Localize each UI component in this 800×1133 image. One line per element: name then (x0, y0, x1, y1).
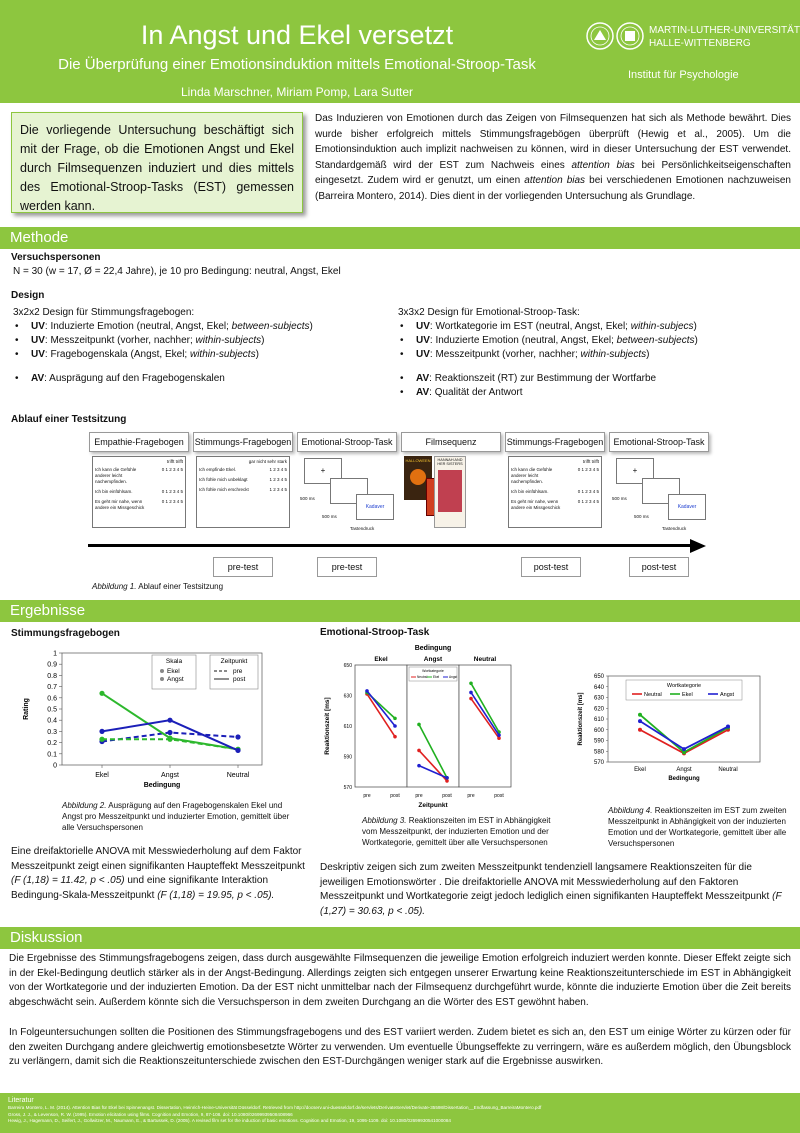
x-tick-label: Ekel (634, 767, 646, 773)
legend-label: Angst (720, 692, 735, 698)
legend-marker (160, 677, 164, 681)
y-tick-label: 0.6 (47, 695, 57, 703)
film-poster-hannah: HANNAH AND HER SISTERS (434, 456, 466, 528)
institute-name: Institut für Psychologie (628, 69, 739, 81)
data-point (167, 718, 172, 723)
panel-title: Ekel (374, 656, 388, 663)
x-axis-label: Bedingung (143, 782, 181, 789)
test-label: post-test (521, 557, 581, 577)
x-tick-label: pre (467, 793, 475, 799)
y-tick-label: 610 (343, 724, 352, 730)
y-tick-label: 0.9 (47, 661, 57, 669)
chart-stimmung (14, 645, 274, 797)
data-point (682, 747, 686, 751)
stroop-results-title: Emotional-Stroop-Task (320, 627, 430, 638)
x-tick-label: post (494, 793, 504, 799)
university-seal-icon (585, 21, 647, 51)
timeline-arrow-head-icon (690, 539, 706, 553)
data-point (393, 735, 397, 739)
y-tick-label: 590 (593, 738, 604, 745)
data-point (497, 733, 501, 737)
x-tick-label: Neutral (718, 767, 738, 773)
data-point (235, 734, 240, 739)
design-item: • AV: Reaktionszeit (RT) zur Bestimmung der Wortfarbe (398, 372, 793, 386)
diskussion-paragraph-1: Die Ergebnisse des Stimmungsfragebogens zeigen, dass durch ausgewählte Filmsequenzen die jeweilige Emotion erfolgreich induziert werden konnte. Dieser Effekt zeigte sich in der Ekel-Bedingung deutlich stärker als in der Angst-Bedingung. Allerdings zeigten sich entgegen unserer Erwartung keine Reaktionszeitunterschiede im EST in Abhängigkeit von der Wortkategorie und der induzierten Emotion. Da der EST nicht unmittelbar nach der Filmsequenz durchgeführt wurde, könnte die induzierte Emotion über die Zeit bereits abgeschwächt sein. Außerdem könnte sich die Versuchsperson in dem zweiten Durchgang an die Wörter des EST gewöhnt haben. (9, 953, 791, 1008)
x-tick-label: pre (363, 793, 371, 799)
y-tick-label: 0.3 (47, 728, 57, 736)
stimmung-questionnaire-thumb-pre: gar nicht sehr stark Ich empfinde Ekel. 1 2 3 4 5 Ich fühle mich unbeklagt 1 2 3 4 5 Ich fühle mich erschreckt 1 2 3 4 5 (196, 456, 290, 528)
y-tick-label: 1 (53, 650, 57, 658)
stimmung-questionnaire-thumb-post: trifft trifft Ich kann die Gefühle anderer leicht nachempfinden. 0 1 2 3 4 5 Ich bin einfühlsam. 0 1 2 3 4 5 Es geht mir nahe, wenn andere ein Missgeschick 0 1 2 3 4 5 (508, 456, 602, 528)
figure2-caption: Abbildung 2. Ausprägung auf den Fragebogenskalen Ekel und Angst pro Messzeitpunkt und induzierter Emotion, gemittelt über alle Versuchspersonen (62, 801, 290, 832)
data-point (417, 764, 421, 768)
x-tick-label: pre (415, 793, 423, 799)
test-label: post-test (629, 557, 689, 577)
legend-label: Ekel (433, 675, 440, 680)
test-label: pre-test (317, 557, 377, 577)
x-tick-label: Ekel (95, 772, 109, 779)
x-tick-label: post (442, 793, 452, 799)
y-tick-label: 0 (53, 762, 57, 770)
design-item: • UV: Induzierte Emotion (neutral, Angst, Ekel; between-subjects) (398, 334, 793, 348)
versuchspersonen-title: Versuchspersonen (11, 252, 101, 263)
university-name: MARTIN-LUTHER-UNIVERSITÄT HALLE-WITTENBERG (649, 25, 800, 49)
stimmung-result-text: Eine dreifaktorielle ANOVA mit Messwiederholung auf dem Faktor Messzeitpunkt zeigt einen signifikanten Haupteffekt Messzeitpunkt (F (1,18) = 11.42, p < .05) und eine signifikante Interaktion Bedingung-Skala-Messzeitpunkt (F (1,18) = 19.95, p < .05). (11, 846, 305, 901)
y-tick-label: 630 (593, 695, 604, 702)
data-point (417, 723, 421, 727)
design-right-list (398, 320, 793, 362)
y-tick-label: 620 (593, 706, 604, 713)
phase-stimmung-pre: Stimmungs-Fragebogen (193, 432, 293, 452)
y-axis-label: Reaktionszeit [ms] (324, 697, 331, 755)
reference-item: Hewig, J., Hagemann, D., Seifert, J., Gollwitzer, M., Naumann, E., & Bartussek, D. (2005). A revised film set for the induction of basic emotions. Cognition and Emotion, 19, 1095-1109. doi: 10.1080/02699930541000084 (8, 1118, 451, 1123)
legend-label: post (233, 676, 246, 683)
design-item: • UV: Fragebogenskala (Angst, Ekel; within-subjects) (13, 348, 393, 362)
header-banner (0, 0, 800, 103)
film-poster-halloween: HALLOWEEN (404, 456, 432, 500)
y-tick-label: 570 (593, 760, 604, 766)
phase-est-post: Emotional-Stroop-Task (609, 432, 709, 452)
poster-subtitle: Die Überprüfung einer Emotionsinduktion mittels Emotional-Stroop-Task (58, 56, 536, 73)
empathie-questionnaire-thumb: trifft trifft Ich kann die Gefühle anderer leicht nachempfinden. 0 1 2 3 4 5 Ich bin einfühlsam. 0 1 2 3 4 5 Es geht mir nahe, wenn andere ein Missgeschick 0 1 2 3 4 5 (92, 456, 186, 528)
y-tick-label: 590 (343, 754, 352, 761)
y-tick-label: 0.1 (47, 751, 57, 759)
chart-title: Bedingung (414, 645, 452, 652)
legend-label: Ekel (682, 692, 693, 698)
y-tick-label: 0.8 (47, 672, 57, 680)
x-tick-label: Angst (676, 767, 692, 773)
data-point (365, 689, 369, 693)
data-point (99, 729, 104, 734)
x-tick-label: Angst (161, 772, 179, 779)
timeline-arrow (88, 544, 694, 547)
data-point (469, 697, 473, 701)
design-item: • UV: Induzierte Emotion (neutral, Angst, Ekel; between-subjects) (13, 320, 393, 334)
stroop-result-text: Deskriptiv zeigen sich zum zweiten Messzeitpunkt tendenziell langsamere Reaktionszeiten für die jeweiligen Emotionswörter . Die dreifaktorielle ANOVA mit Messwiederholung auf den Faktoren Messzeitpunkt und Wortkategorie zeigt jedoch lediglich einen signifikanten Haupteffekt Messzeitpunkt (F (1,27) = 30.63, p < .05). (320, 862, 782, 917)
versuchspersonen-text: N = 30 (w = 17, Ø = 22,4 Jahre), je 10 pro Bedingung: neutral, Angst, Ekel (13, 266, 341, 277)
y-tick-label: 600 (593, 727, 604, 734)
data-point (469, 691, 473, 695)
data-point (167, 730, 172, 735)
data-point (445, 776, 449, 780)
design-right-title: 3x3x2 Design für Emotional-Stroop-Task: (398, 307, 580, 318)
x-axis-label: Bedingung (668, 776, 700, 782)
data-point (417, 749, 421, 753)
poster-title: In Angst und Ekel versetzt (140, 20, 454, 50)
data-point (469, 682, 473, 686)
legend-marker (160, 669, 164, 673)
y-tick-label: 570 (343, 785, 352, 791)
chart-stroop-post (572, 668, 772, 784)
test-label: pre-test (213, 557, 273, 577)
figure4-caption: Abbildung 4. Reaktionszeiten im EST zum zweiten Messzeitpunkt in Abhängigkeit von der induzierten Emotion und der Wortkategorie, gemittelt über alle Versuchspersonen (608, 806, 787, 848)
design-item: • UV: Wortkategorie im EST (neutral, Angst, Ekel; within-subjecs) (398, 320, 793, 334)
design-left-title: 3x2x2 Design für Stimmungsfragebogen: (13, 307, 195, 318)
data-point (99, 691, 104, 696)
chart-stroop-panels (315, 643, 555, 809)
design-item: • AV: Ausprägung auf den Fragebogenskalen (13, 372, 393, 386)
legend-label: pre (233, 668, 243, 675)
legend-label: Ekel (167, 668, 180, 675)
legend-title: Wortkategorie (422, 669, 444, 673)
y-tick-label: 610 (593, 717, 604, 723)
figure3-caption: Abbildung 3. Reaktionszeiten im EST in Abhängigkeit vom Messzeitpunkt, der induzierten Emotion und der Wortkategorie, gemittelt über alle Versuchspersonen (362, 816, 551, 847)
y-axis-label: Reaktionszeit [ms] (578, 692, 584, 746)
data-point (393, 724, 397, 728)
phase-film: Filmsequenz (401, 432, 501, 452)
design-title: Design (11, 290, 45, 301)
panel-title: Neutral (473, 656, 497, 663)
data-point (638, 713, 642, 717)
reference-item: Barreira Montero, L. M. (2014). Attention Bias für Ekel bei Spinnenangst. Dissertation, Heinrich-Heine-Universität Düsseldorf. Retrieved from http://docserv.uni-duesseldorf.de/servlets/DerivateServlet/Derivate-35598/Dissertation__Endfassung_BarreiraMontero.pdf (8, 1105, 542, 1110)
section-diskussion-heading: Diskussion (0, 927, 800, 949)
x-axis-label: Zeitpunkt (418, 802, 448, 809)
legend-label: Neutral (417, 675, 428, 680)
ablauf-title: Ablauf einer Testsitzung (11, 414, 127, 425)
data-point (99, 737, 104, 742)
design-item: • UV: Messzeitpunkt (vorher, nachher; within-subjects) (13, 334, 393, 348)
stroop-thumb-post: + Kadaver 500 ms 500 ms Tastendruck (612, 456, 708, 536)
data-point (235, 748, 240, 753)
y-axis-label: Rating (23, 698, 30, 720)
y-tick-label: 650 (343, 663, 352, 669)
diskussion-paragraph-2: In Folgeuntersuchungen sollten die Positionen des Stimmungsfragebogens und des EST variiert werden. Zudem bietet es sich an, den EST um einige Wörter zu kürzen oder für den zweiten Durchgang andere gleichwertig emotionsbesetzte Wörter zu verwenden. Um eventuelle Übungseffekte zu verringern, wäre es außerdem möglich, den Übungsblock zu verlängern, damit sich die Reaktionszeitunterschiede zwischen den EST-Durchgängen weniger stark auf die Ergebnisse auswirken. (9, 1027, 791, 1067)
y-tick-label: 630 (343, 693, 352, 700)
reference-item: Gross, J. J., & Levenson, R. W. (1995). Emotion elicitation using films. Cognition and Emotion, 9, 87-108. doi: 10.1080/02699939508408966 (8, 1111, 293, 1117)
panel-area (459, 665, 511, 787)
design-item: • AV: Qualität der Antwort (398, 386, 793, 400)
phase-est-pre: Emotional-Stroop-Task (297, 432, 397, 452)
section-methode-heading: Methode (0, 227, 800, 249)
legend-label: Neutral (644, 692, 662, 698)
x-tick-label: Neutral (226, 772, 250, 779)
legend-label: Angst (449, 675, 458, 680)
phase-empathie: Empathie-Fragebogen (89, 432, 189, 452)
design-item: • UV: Messzeitpunkt (vorher, nachher; within-subjects) (398, 348, 793, 362)
data-point (726, 725, 730, 729)
y-tick-label: 650 (593, 674, 604, 680)
research-question-box: Die vorliegende Untersuchung beschäftigt sich mit der Frage, ob die Emotionen Angst und Ekel durch Filmsequenzen induziert und dies mittels des Emotional-Stroop-Tasks (EST) gemessen werden kann. (11, 112, 303, 213)
stimmung-results-title: Stimmungsfragebogen (11, 628, 120, 639)
data-point (638, 719, 642, 723)
data-point (167, 737, 172, 742)
section-ergebnisse-heading: Ergebnisse (0, 600, 800, 622)
data-point (638, 728, 642, 732)
legend-label: Angst (167, 676, 184, 683)
poster-authors: Linda Marschner, Miriam Pomp, Lara Sutter (180, 85, 414, 99)
design-left-av (13, 372, 393, 386)
x-tick-label: post (390, 793, 400, 799)
literature-heading: Literatur (8, 1097, 34, 1104)
design-left-list (13, 320, 393, 362)
legend-title: Wortkategorie (666, 683, 702, 689)
literature-footer (0, 1093, 800, 1133)
stroop-thumb-pre: + Kadaver 500 ms 500 ms Tastendruck (300, 456, 396, 536)
figure1-caption: Abbildung 1. Ablauf einer Testsitzung (92, 582, 224, 591)
legend-zeit-title: Zeitpunkt (220, 658, 248, 665)
y-tick-label: 0.4 (47, 717, 57, 725)
y-tick-label: 580 (593, 749, 604, 756)
y-tick-label: 0.5 (47, 706, 57, 714)
panel-area (355, 665, 407, 787)
y-tick-label: 640 (593, 684, 604, 691)
design-right-av (398, 372, 793, 400)
phase-stimmung-post: Stimmungs-Fragebogen (505, 432, 605, 452)
panel-area (407, 665, 459, 787)
y-tick-label: 0.7 (47, 684, 57, 692)
panel-title: Angst (423, 656, 443, 663)
y-tick-label: 0.2 (47, 740, 57, 748)
legend-skala-title: Skala (165, 658, 183, 665)
introduction-text: Das Induzieren von Emotionen durch das Zeigen von Filmsequenzen hat sich als Methode bewährt. Dies wurde bisher erfolgreich mittels Stimmungsfragebögen überprüft (Hewig et al., 2005). Um die Emotionsinduktion auch implizit nachweisen zu können, wird in dieser Untersuchung der EST verwendet. Standardgemäß wird der EST zum Nachweis eines attention bias bei Persönlichkeitseigenschaften eingesetzt. Zudem wird er genutzt, um einen attention bias bei verschiedenen Emotionen nachzuweisen (Barreira Montero, 2014). Dies dient in der vorliegenden Untersuchung als Grundlage. (315, 113, 791, 202)
data-point (393, 717, 397, 721)
